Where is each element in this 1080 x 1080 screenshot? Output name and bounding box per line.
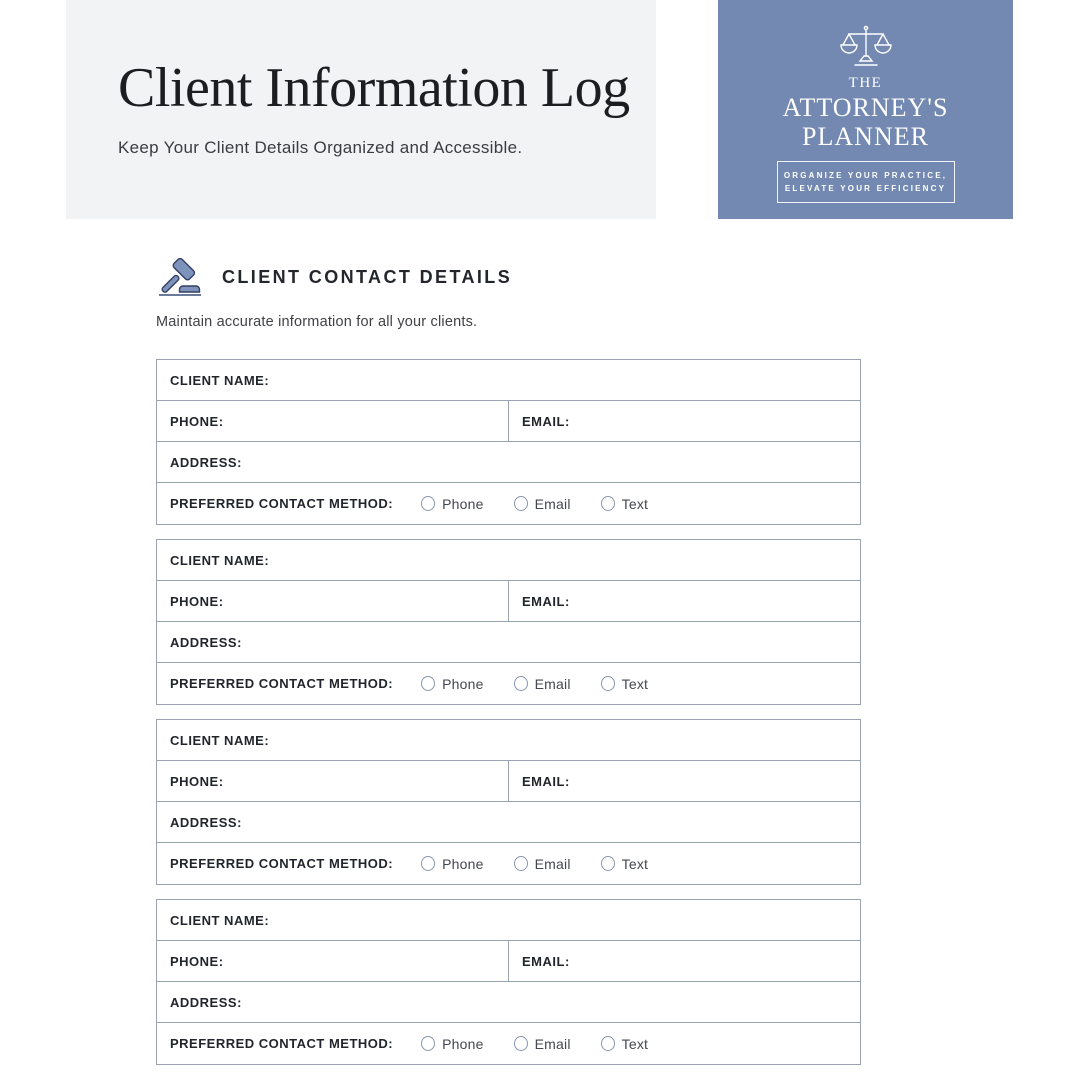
- client-record-block: [156, 539, 861, 705]
- radio-email-label: Email: [534, 675, 571, 692]
- phone-email-row: [157, 581, 860, 622]
- radio-phone-label: Phone: [442, 1035, 484, 1052]
- radio-phone[interactable]: [421, 856, 435, 871]
- radio-phone-label: Phone: [442, 675, 484, 692]
- brand-tagline-line1: ORGANIZE YOUR PRACTICE,: [783, 171, 948, 180]
- email-field[interactable]: [570, 761, 860, 801]
- client-name-row: [157, 900, 860, 941]
- radio-email[interactable]: [514, 1036, 528, 1051]
- email-field[interactable]: [570, 401, 860, 441]
- client-name-label: CLIENT NAME:: [170, 912, 270, 928]
- radio-phone-label: Phone: [442, 495, 484, 512]
- radio-text[interactable]: [601, 676, 615, 691]
- scales-of-justice-icon: [837, 25, 895, 69]
- preferred-contact-row: [157, 483, 860, 524]
- address-label: ADDRESS:: [170, 994, 242, 1010]
- radio-email-label: Email: [534, 855, 571, 872]
- email-cell: [509, 761, 860, 801]
- contact-options: [421, 856, 678, 872]
- client-name-field[interactable]: [269, 900, 860, 940]
- phone-cell: [157, 761, 509, 801]
- email-label: EMAIL:: [522, 953, 570, 969]
- page-subtitle: Keep Your Client Details Organized and Accessible.: [118, 138, 523, 157]
- contact-option-text[interactable]: [601, 1036, 648, 1052]
- phone-cell: [157, 401, 509, 441]
- client-record-block: [156, 359, 861, 525]
- client-name-row: [157, 360, 860, 401]
- radio-email[interactable]: [514, 496, 528, 511]
- contact-option-phone[interactable]: [421, 856, 483, 872]
- client-name-field[interactable]: [269, 720, 860, 760]
- address-row: [157, 982, 860, 1023]
- section-subtitle: Maintain accurate information for all your clients.: [156, 314, 478, 330]
- contact-option-email[interactable]: [514, 496, 571, 512]
- email-cell: [509, 941, 860, 981]
- phone-email-row: [157, 941, 860, 982]
- phone-field[interactable]: [224, 761, 508, 801]
- contact-options: [421, 676, 678, 692]
- radio-phone[interactable]: [421, 676, 435, 691]
- radio-email[interactable]: [514, 676, 528, 691]
- contact-option-text[interactable]: [601, 676, 648, 692]
- radio-text-label: Text: [621, 1035, 649, 1052]
- section-header: [156, 252, 861, 330]
- email-field[interactable]: [570, 941, 860, 981]
- brand-name-line2: PLANNER: [802, 122, 929, 151]
- radio-text[interactable]: [601, 1036, 615, 1051]
- address-field[interactable]: [242, 802, 860, 842]
- radio-email[interactable]: [514, 856, 528, 871]
- email-label: EMAIL:: [522, 413, 570, 429]
- client-name-row: [157, 720, 860, 761]
- preferred-contact-row: [157, 663, 860, 704]
- client-name-field[interactable]: [269, 540, 860, 580]
- contact-options: [421, 496, 678, 512]
- page-title: Client Information Log: [118, 57, 630, 119]
- contact-option-text[interactable]: [601, 856, 648, 872]
- email-label: EMAIL:: [522, 773, 570, 789]
- phone-field[interactable]: [224, 401, 508, 441]
- address-row: [157, 442, 860, 483]
- section-title: CLIENT CONTACT DETAILS: [222, 266, 513, 287]
- contact-option-phone[interactable]: [421, 1036, 483, 1052]
- radio-phone[interactable]: [421, 1036, 435, 1051]
- phone-label: PHONE:: [170, 593, 224, 609]
- client-record-block: [156, 899, 861, 1065]
- radio-text[interactable]: [601, 856, 615, 871]
- address-field[interactable]: [242, 442, 860, 482]
- email-field[interactable]: [570, 581, 860, 621]
- contact-option-email[interactable]: [514, 676, 571, 692]
- contact-option-phone[interactable]: [421, 496, 483, 512]
- radio-email-label: Email: [534, 1035, 571, 1052]
- preferred-contact-row: [157, 843, 860, 884]
- phone-label: PHONE:: [170, 413, 224, 429]
- client-name-label: CLIENT NAME:: [170, 732, 270, 748]
- preferred-contact-label: PREFERRED CONTACT METHOD:: [170, 676, 394, 691]
- address-label: ADDRESS:: [170, 454, 242, 470]
- radio-text-label: Text: [621, 675, 649, 692]
- brand-tagline-badge: [777, 161, 955, 203]
- email-cell: [509, 401, 860, 441]
- contact-option-email[interactable]: [514, 1036, 571, 1052]
- preferred-contact-label: PREFERRED CONTACT METHOD:: [170, 496, 394, 511]
- brand-name-line1: ATTORNEY'S: [782, 93, 949, 122]
- radio-phone[interactable]: [421, 496, 435, 511]
- client-record-block: [156, 719, 861, 885]
- address-label: ADDRESS:: [170, 814, 242, 830]
- form-blocks: [156, 359, 861, 1079]
- address-field[interactable]: [242, 982, 860, 1022]
- radio-phone-label: Phone: [442, 855, 484, 872]
- client-name-label: CLIENT NAME:: [170, 372, 270, 388]
- radio-email-label: Email: [534, 495, 571, 512]
- preferred-contact-row: [157, 1023, 860, 1064]
- email-cell: [509, 581, 860, 621]
- client-name-row: [157, 540, 860, 581]
- phone-cell: [157, 941, 509, 981]
- radio-text-label: Text: [621, 495, 649, 512]
- contact-option-text[interactable]: [601, 496, 648, 512]
- client-name-field[interactable]: [269, 360, 860, 400]
- contact-options: [421, 1036, 678, 1052]
- phone-email-row: [157, 761, 860, 802]
- client-name-label: CLIENT NAME:: [170, 552, 270, 568]
- header-panel: [66, 0, 656, 219]
- phone-email-row: [157, 401, 860, 442]
- phone-field[interactable]: [224, 581, 508, 621]
- contact-option-email[interactable]: [514, 856, 571, 872]
- contact-option-phone[interactable]: [421, 676, 483, 692]
- email-label: EMAIL:: [522, 593, 570, 609]
- preferred-contact-label: PREFERRED CONTACT METHOD:: [170, 856, 394, 871]
- phone-field[interactable]: [224, 941, 508, 981]
- brand-the: THE: [848, 75, 883, 91]
- phone-cell: [157, 581, 509, 621]
- address-label: ADDRESS:: [170, 634, 242, 650]
- brand-tagline-line2: ELEVATE YOUR EFFICIENCY: [784, 184, 947, 194]
- radio-text[interactable]: [601, 496, 615, 511]
- radio-text-label: Text: [621, 855, 649, 872]
- address-row: [157, 622, 860, 663]
- address-row: [157, 802, 860, 843]
- brand-panel: [718, 0, 1013, 219]
- preferred-contact-label: PREFERRED CONTACT METHOD:: [170, 1036, 394, 1051]
- address-field[interactable]: [242, 622, 860, 662]
- gavel-icon: [156, 252, 204, 302]
- phone-label: PHONE:: [170, 773, 224, 789]
- phone-label: PHONE:: [170, 953, 224, 969]
